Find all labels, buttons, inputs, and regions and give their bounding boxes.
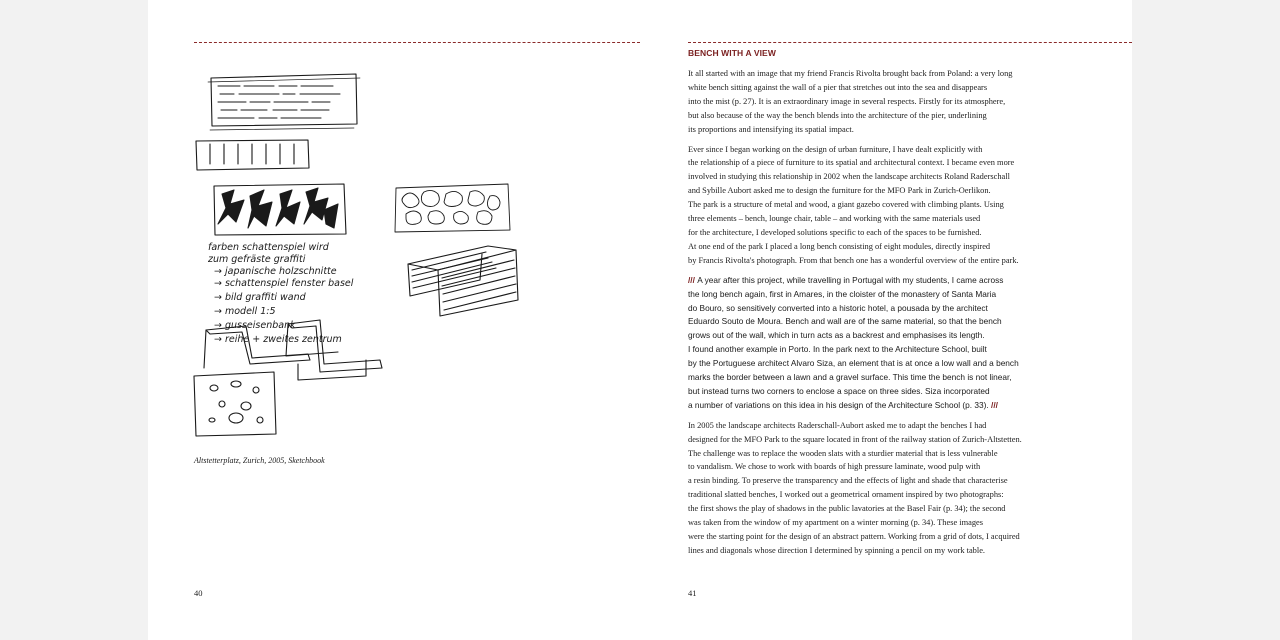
text-line: traditional slatted benches, I worked out a geometrical ornament inspired by two photographs: xyxy=(688,490,1004,500)
sketch-handwritten-notes xyxy=(207,242,354,345)
text-line: but instead turns two corners to enclose a space on three sides. Siza incorporated xyxy=(688,385,990,396)
text-line: do Bouro, so sensitively converted into a historic hotel, a pousada by the architect xyxy=(688,302,988,313)
text-line: its proportions and intensifying its spatial impact. xyxy=(688,124,854,134)
left-page xyxy=(148,0,640,640)
text-line: to vandalism. We chose to work with boards of high pressure laminate, wood pulp with xyxy=(688,462,981,472)
slash-mark: /// xyxy=(688,274,698,285)
sketch-note: → reihe + zweites zentrum xyxy=(214,334,342,345)
page-number: 40 xyxy=(194,588,203,598)
body-paragraph xyxy=(688,67,1074,137)
text-line: the long bench again, first in Amares, in the cloister of the monastery of Santa Maria xyxy=(688,288,997,299)
body-paragraph xyxy=(688,143,1074,268)
sketch-slatted-bench xyxy=(196,140,309,170)
text-line: /// A year after this project, while travelling in Portugal with my students, I came across xyxy=(688,274,1004,285)
text-line: were the starting point for the design of an abstract pattern. Working from a grid of dots, I acquired xyxy=(688,532,1020,541)
text-line: I found another example in Porto. In the park next to the Architecture School, built xyxy=(688,344,987,355)
sketch-bench-perspective xyxy=(408,246,518,316)
text-line: but also because of the way the bench blends into the architecture of the pier, underlining xyxy=(688,110,987,120)
highlighted-paragraph xyxy=(688,274,1074,413)
text-line: marks the border between a lawn and a gravel surface. This time the bench is not linear, xyxy=(688,372,1012,383)
page-number: 41 xyxy=(688,588,697,598)
top-dashed-rule xyxy=(194,42,640,43)
figure-caption: Altstetterplatz, Zurich, 2005, Sketchbook xyxy=(194,456,325,465)
text-line: Eduardo Souto de Moura. Bench and wall are of the same material, so that the bench xyxy=(688,316,1002,327)
sketchbook-drawing xyxy=(188,64,568,444)
sketch-note: → schattenspiel fenster basel xyxy=(214,278,354,289)
top-dashed-rule xyxy=(688,42,1132,43)
sketch-note: zum gefräste graffiti xyxy=(208,254,306,265)
body-paragraph xyxy=(688,419,1074,558)
text-line: The park is a structure of metal and wood, a giant gazebo covered with climbing plants. Using xyxy=(688,200,1004,210)
slash-mark: /// xyxy=(988,399,998,410)
text-line: the relationship of a piece of furniture to its spatial and architectural context. I became even more xyxy=(688,158,1015,168)
sketch-ornament-panel xyxy=(214,184,346,235)
text-line: Ever since I began working on the design of urban furniture, I have dealt explicitly with xyxy=(688,144,983,154)
text-line: into the mist (p. 27). It is an extraordinary image in several respects. Firstly for its atmosphere, xyxy=(688,96,1006,106)
text-line: by the Portuguese architect Alvaro Siza, an element that is at once a low wall and a bench xyxy=(688,358,1019,369)
text-line: for the architecture, I developed solutions specific to each of the spaces to be furnished. xyxy=(688,227,982,237)
text-line: and Sybille Aubort asked me to design the furniture for the MFO Park in Zurich-Oerlikon. xyxy=(688,186,991,196)
article-body xyxy=(688,67,1074,564)
section-heading: BENCH WITH A VIEW xyxy=(688,48,776,58)
text-line: It all started with an image that my friend Francis Rivolta brought back from Poland: a very long xyxy=(688,69,1013,78)
sketch-gravel-panel xyxy=(194,372,276,436)
text-line: grows out of the wall, which in turn acts as a backrest and emphasises its length. xyxy=(688,330,985,341)
sketch-note: farben schattenspiel wird xyxy=(208,242,329,253)
text-line: white bench sitting against the wall of a pier that stretches out into the sea and disappears xyxy=(688,82,988,92)
text-line: The challenge was to replace the wooden slats with a sturdier material that is less vulnerable xyxy=(688,448,998,458)
sketch-note: → japanische holzschnitte xyxy=(214,266,337,277)
text-line: lines and diagonals whose direction I determined by spinning a pencil on my work table. xyxy=(688,545,986,555)
sketch-bench-elevation xyxy=(208,74,360,130)
text-line: At one end of the park I placed a long bench consisting of eight modules, directly inspired xyxy=(688,241,991,251)
text-line: a resin binding. To preserve the transparency and the effects of light and shade that characterise xyxy=(688,476,1008,486)
text-line: the first shows the play of shadows in the public lavatories at the Basel Fair (p. 34); the second xyxy=(688,504,1006,514)
sketch-note: → modell 1:5 xyxy=(214,306,276,317)
sketch-note: → gusseisenbank xyxy=(214,320,296,331)
text-line: involved in studying this relationship in 2002 when the landscape architects Roland Raderschall xyxy=(688,172,1010,182)
text-line: was taken from the window of my apartment on a winter morning (p. 34). These images xyxy=(688,518,983,528)
sketch-organic-pattern xyxy=(395,184,510,232)
text-line: by Francis Rivolta's photograph. From that bench one has a wonderful overview of the entire park. xyxy=(688,255,1019,265)
right-page xyxy=(640,0,1132,640)
book-spread xyxy=(148,0,1132,640)
text-line: a number of variations on this idea in his design of the Architecture School (p. 33). /// xyxy=(688,399,998,410)
text-line: three elements – bench, lounge chair, table – and working with the same materials used xyxy=(688,214,981,224)
text-line: In 2005 the landscape architects Raderschall-Aubort asked me to adapt the benches I had xyxy=(688,420,987,430)
sketch-note: → bild graffiti wand xyxy=(214,292,306,303)
text-line: designed for the MFO Park to the square located in front of the railway station of Zurich-Altstetten. xyxy=(688,434,1022,444)
